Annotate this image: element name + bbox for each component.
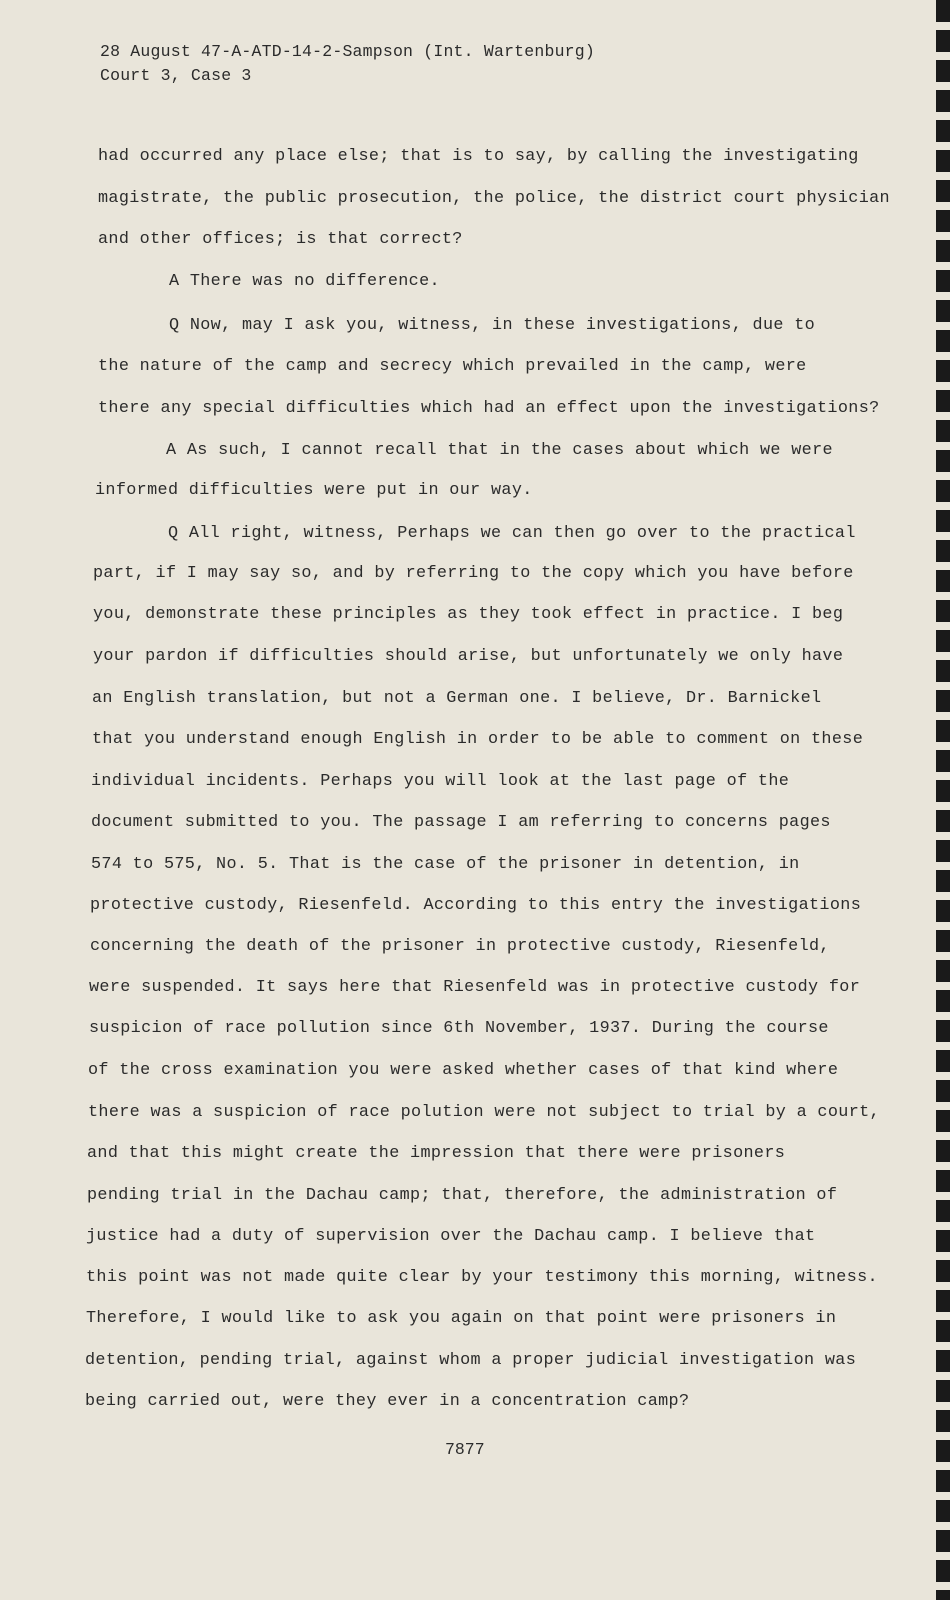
- transcript-line: had occurred any place else; that is to say, by calling the investigating: [98, 147, 859, 166]
- transcript-question-line: Q All right, witness, Perhaps we can then go over to the practical: [168, 524, 856, 543]
- transcript-line: protective custody, Riesenfeld. According to this entry the investigations: [90, 896, 862, 915]
- transcript-line: were suspended. It says here that Riesenfeld was in protective custody for: [89, 978, 861, 997]
- transcript-line: the nature of the camp and secrecy which prevailed in the camp, were: [98, 357, 807, 376]
- transcript-line: Therefore, I would like to ask you again on that point were prisoners in: [86, 1309, 837, 1328]
- transcript-line: and other offices; is that correct?: [98, 230, 463, 249]
- transcript-line: an English translation, but not a German one. I believe, Dr. Barnickel: [92, 689, 822, 708]
- transcript-line: document submitted to you. The passage I am referring to concerns pages: [91, 813, 831, 832]
- transcript-line: being carried out, were they ever in a concentration camp?: [85, 1392, 690, 1411]
- binding-edge: [936, 0, 950, 1600]
- transcript-line: individual incidents. Perhaps you will look at the last page of the: [91, 772, 790, 791]
- header-reference-line: 28 August 47-A-ATD-14-2-Sampson (Int. Wartenburg): [100, 42, 595, 61]
- document-header: [100, 40, 595, 88]
- transcript-line: your pardon if difficulties should arise, but unfortunately we only have: [93, 647, 844, 666]
- transcript-line: there was a suspicion of race polution were not subject to trial by a court,: [88, 1103, 880, 1122]
- transcript-line: part, if I may say so, and by referring to the copy which you have before: [93, 564, 854, 583]
- transcript-line: that you understand enough English in order to be able to comment on these: [92, 730, 864, 749]
- header-court-case-line: Court 3, Case 3: [100, 66, 252, 85]
- transcript-line: you, demonstrate these principles as they took effect in practice. I beg: [93, 605, 844, 624]
- transcript-line: suspicion of race pollution since 6th November, 1937. During the course: [89, 1019, 829, 1038]
- transcript-line: 574 to 575, No. 5. That is the case of the prisoner in detention, in: [91, 855, 800, 874]
- transcript-line: concerning the death of the prisoner in protective custody, Riesenfeld,: [90, 937, 830, 956]
- transcript-line: of the cross examination you were asked whether cases of that kind where: [88, 1061, 839, 1080]
- page-number: 7877: [445, 1440, 485, 1459]
- transcript-line: and that this might create the impression that there were prisoners: [87, 1144, 786, 1163]
- transcript-answer-line: A As such, I cannot recall that in the cases about which we were: [166, 441, 833, 460]
- transcript-line: justice had a duty of supervision over the Dachau camp. I believe that: [86, 1227, 816, 1246]
- transcript-question-line: Q Now, may I ask you, witness, in these investigations, due to: [169, 316, 816, 335]
- transcript-line: magistrate, the public prosecution, the police, the district court physician: [98, 189, 890, 208]
- transcript-line: informed difficulties were put in our way.: [95, 481, 533, 500]
- transcript-line: pending trial in the Dachau camp; that, therefore, the administration of: [87, 1186, 838, 1205]
- transcript-line: there any special difficulties which had an effect upon the investigations?: [98, 399, 880, 418]
- transcript-line: detention, pending trial, against whom a proper judicial investigation was: [85, 1351, 857, 1370]
- transcript-answer-line: A There was no difference.: [169, 272, 440, 291]
- transcript-line: this point was not made quite clear by your testimony this morning, witness.: [86, 1268, 878, 1287]
